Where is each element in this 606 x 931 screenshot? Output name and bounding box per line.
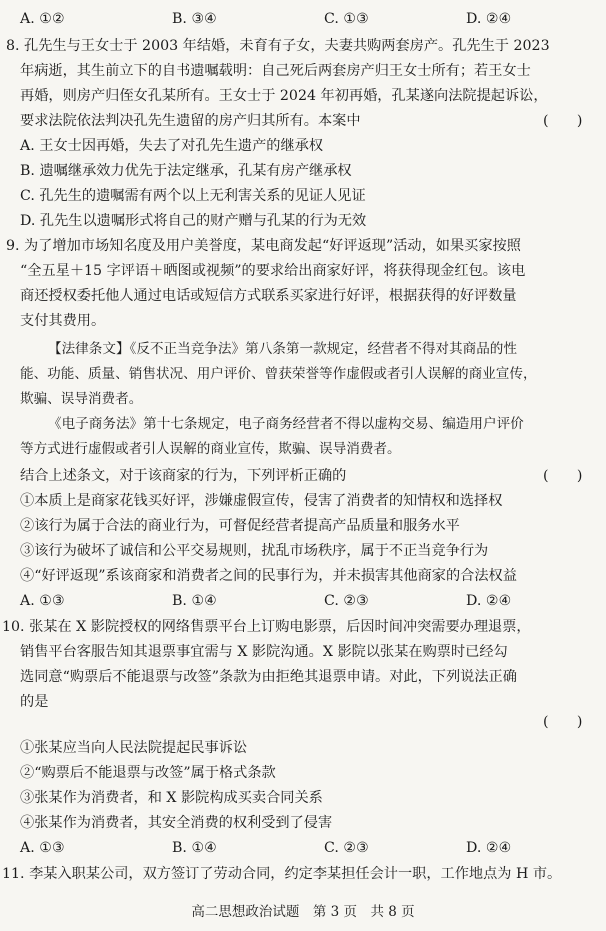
q9-law-line-4: 《电子商务法》第十七条规定，电子商务经营者不得以虚构交易、编造用户评价 xyxy=(48,416,524,432)
q9-stem-line-1: 9. 为了增加市场知名度及用户美誉度，某电商发起“好评返现”活动，如果买家按照 xyxy=(6,238,521,254)
q10-option-a: A. ①③ xyxy=(20,840,65,856)
q10-item-1: ①张某应当向人民法院提起民事诉讼 xyxy=(20,740,248,756)
q9-option-c: C. ②③ xyxy=(324,593,369,609)
q10-stem-line-4: 的是 xyxy=(20,694,49,710)
q9-item-3: ③该行为破坏了诚信和公平交易规则，扰乱市场秩序，属于不正当竞争行为 xyxy=(20,543,489,559)
q9-item-4: ④“好评返现”系该商家和消费者之间的民事行为，并未损害其他商家的合法权益 xyxy=(20,568,517,584)
q8-choice-c: C. 孔先生的遗嘱需有两个以上无利害关系的见证人见证 xyxy=(20,188,366,204)
q10-stem-line-2: 销售平台客服告知其退票事宜需与 X 影院沟通。X 影院以张某在购票时已经勾 xyxy=(20,644,508,660)
q9-option-d: D. ②④ xyxy=(466,593,512,609)
q9-item-1: ①本质上是商家花钱买好评，涉嫌虚假宣传，侵害了消费者的知情权和选择权 xyxy=(20,493,503,509)
q8-choice-b: B. 遗嘱继承效力优先于法定继承，孔某有房产继承权 xyxy=(20,163,352,179)
q9-law-line-3: 欺骗、误导消费者。 xyxy=(20,391,143,407)
q9-law-line-1: 【法律条文】《反不正当竞争法》第八条第一款规定，经营者不得对其商品的性 xyxy=(48,341,517,357)
page-footer: 高二思想政治试题 第 3 页 共 8 页 xyxy=(191,904,415,920)
q10-option-c: C. ②③ xyxy=(324,840,369,856)
q7-option-a: A. ①② xyxy=(20,11,65,27)
q8-choice-a: A. 王女士因再婚，失去了对孔先生遗产的继承权 xyxy=(20,138,324,154)
q8-stem-line-3: 再婚，则房产归侄女孔某所有。王女士于 2024 年初再婚，孔某遂向法院提起诉讼， xyxy=(20,88,548,104)
q10-answer-paren: ( ) xyxy=(543,714,583,730)
q9-question-stem: 结合上述条文，对于该商家的行为，下列评析正确的 xyxy=(20,468,347,484)
q8-choice-d: D. 孔先生以遗嘱形式将自己的财产赠与孔某的行为无效 xyxy=(20,213,367,229)
q10-item-3: ③张某作为消费者，和 X 影院构成买卖合同关系 xyxy=(20,790,323,806)
q7-option-b: B. ③④ xyxy=(172,11,217,27)
q9-option-b: B. ①④ xyxy=(172,593,217,609)
q9-law-line-2: 能、功能、质量、销售状况、用户评价、曾获荣誉等作虚假或者引人误解的商业宣传， xyxy=(20,366,537,382)
q9-stem-line-3: 商还授权委托他人通过电话或短信方式联系买家进行好评，根据获得的好评数量 xyxy=(20,288,517,304)
q10-options xyxy=(20,838,580,858)
q9-options xyxy=(20,591,580,611)
q9-option-a: A. ①③ xyxy=(20,593,65,609)
q7-options xyxy=(20,9,580,29)
q11-stem-line-1: 11. 李某入职某公司，双方签订了劳动合同，约定李某担任会计一职，工作地点为 H 市。 xyxy=(2,866,562,882)
q9-answer-paren: ( ) xyxy=(543,468,583,484)
q9-item-2: ②该行为属于合法的商业行为，可督促经营者提高产品质量和服务水平 xyxy=(20,518,460,534)
q10-option-b: B. ①④ xyxy=(172,840,217,856)
q10-item-2: ②“购票后不能退票与改签”属于格式条款 xyxy=(20,765,276,781)
q8-stem-line-4: 要求法院依法判决孔先生遗留的房产归其所有。本案中 xyxy=(20,113,361,129)
q10-stem-line-3: 选同意“购票后不能退票与改签”条款为由拒绝其退票申请。对此，下列说法正确 xyxy=(20,669,517,685)
q10-stem-line-1: 10. 张某在 X 影院授权的网络售票平台上订购电影票，后因时间冲突需要办理退票， xyxy=(2,619,531,635)
q7-option-c: C. ①③ xyxy=(324,11,369,27)
q9-stem-line-4: 支付其费用。 xyxy=(20,313,106,329)
q7-option-d: D. ②④ xyxy=(466,11,512,27)
q9-law-line-5: 等方式进行虚假或者引人误解的商业宣传，欺骗、误导消费者。 xyxy=(20,441,401,457)
q9-stem-line-2: “全五星＋15 字评语＋晒图或视频”的要求给出商家好评，将获得现金红包。该电 xyxy=(20,263,526,279)
q8-answer-paren: ( ) xyxy=(543,113,583,129)
q10-option-d: D. ②④ xyxy=(466,840,512,856)
q8-stem-line-2: 年病逝，其生前立下的自书遗嘱载明：自己死后两套房产归王女士所有；若王女士 xyxy=(20,63,531,79)
q10-item-4: ④张某作为消费者，其安全消费的权利受到了侵害 xyxy=(20,815,333,831)
q8-stem-line-1: 8. 孔先生与王女士于 2003 年结婚，未育有子女，夫妻共购两套房产。孔先生于 2023 xyxy=(6,38,550,54)
